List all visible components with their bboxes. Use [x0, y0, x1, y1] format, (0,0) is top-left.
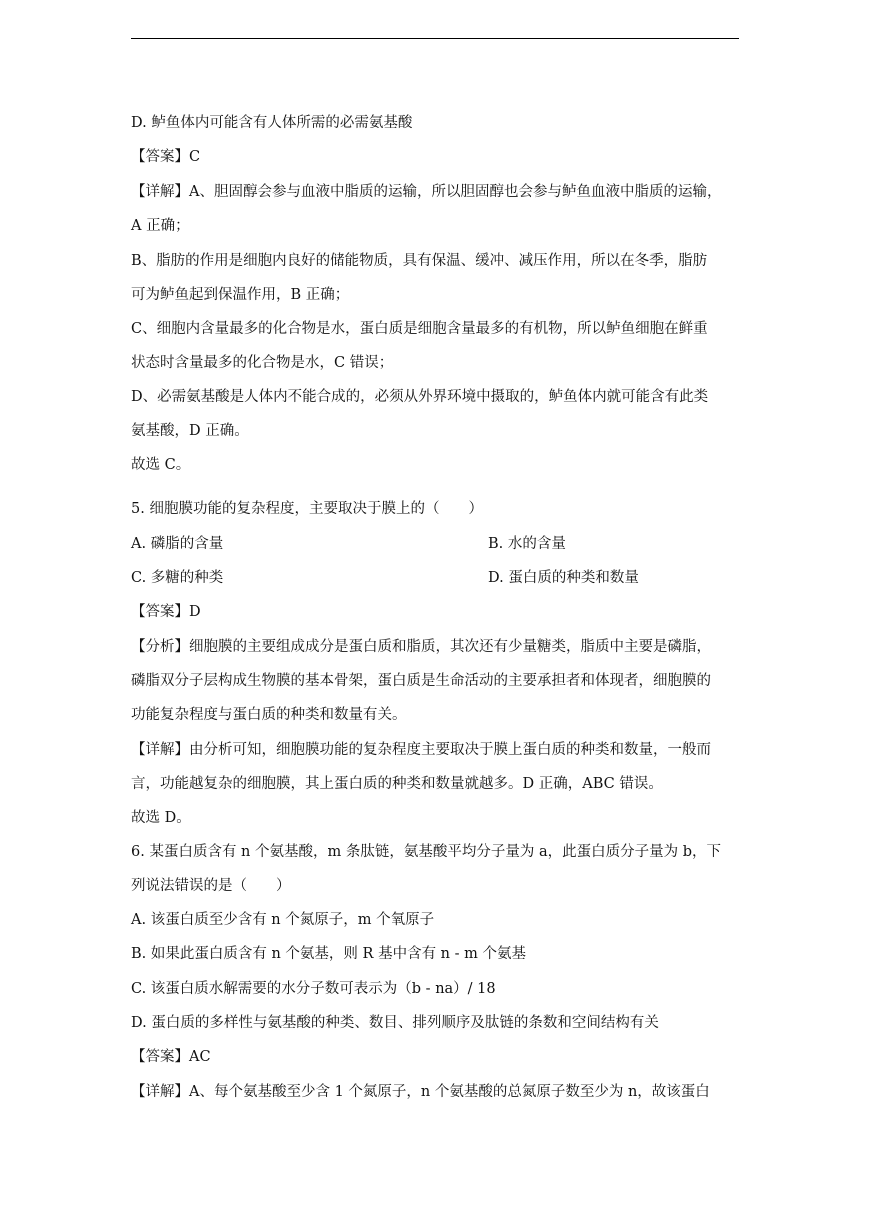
analysis-line: 磷脂双分子层构成生物膜的基本骨架，蛋白质是生命活动的主要承担者和体现者，细胞膜的: [131, 673, 711, 689]
explanation-line: 状态时含量最多的化合物是水，C 错误；: [131, 355, 394, 371]
analysis-line: 【分析】细胞膜的主要组成成分是蛋白质和脂质，其次还有少量糖类，脂质中主要是磷脂，: [131, 639, 711, 655]
explanation-line: B、脂肪的作用是细胞内良好的储能物质，具有保温、缓冲、减压作用，所以在冬季，脂肪: [131, 253, 708, 269]
question-5: 5. 细胞膜功能的复杂程度，主要取决于膜上的（ ）: [131, 501, 483, 517]
option-d-q5: D. 蛋白质的种类和数量: [488, 570, 639, 586]
explanation-line: 【详解】A、胆固醇会参与血液中脂质的运输，所以胆固醇也会参与鲈鱼血液中脂质的运输，: [131, 184, 722, 200]
explanation-line: A 正确；: [131, 218, 190, 234]
option-b-q5: B. 水的含量: [488, 536, 566, 552]
answer-q6: 【答案】AC: [131, 1049, 211, 1065]
option-d-q6: D. 蛋白质的多样性与氨基酸的种类、数目、排列顺序及肽链的条数和空间结构有关: [131, 1015, 659, 1031]
analysis-line: 功能复杂程度与蛋白质的种类和数量有关。: [131, 707, 407, 723]
conclusion-q5: 故选 D。: [131, 810, 191, 826]
option-c-q6: C. 该蛋白质水解需要的水分子数可表示为（b - na）/ 18: [131, 981, 496, 997]
option-a-q5: A. 磷脂的含量: [131, 536, 224, 552]
option-b-q6: B. 如果此蛋白质含有 n 个氨基，则 R 基中含有 n - m 个氨基: [131, 946, 526, 962]
answer-q4: 【答案】C: [131, 149, 201, 165]
explanation-line: 可为鲈鱼起到保温作用，B 正确；: [131, 287, 350, 303]
option-c-q5: C. 多糖的种类: [131, 570, 224, 586]
conclusion-q4: 故选 C。: [131, 457, 191, 473]
answer-q5: 【答案】D: [131, 604, 201, 620]
question-6: 6. 某蛋白质含有 n 个氨基酸，m 条肽链，氨基酸平均分子量为 a，此蛋白质分子量为 b，下: [131, 844, 722, 860]
question-6-cont: 列说法错误的是（ ）: [131, 878, 291, 894]
header-rule: [131, 38, 739, 39]
explanation-line: 【详解】由分析可知，细胞膜功能的复杂程度主要取决于膜上蛋白质的种类和数量，一般而: [131, 742, 711, 758]
explanation-line: C、细胞内含量最多的化合物是水，蛋白质是细胞含量最多的有机物，所以鲈鱼细胞在鲜重: [131, 321, 708, 337]
option-d-q4: D. 鲈鱼体内可能含有人体所需的必需氨基酸: [131, 115, 413, 131]
explanation-line: 【详解】A、每个氨基酸至少含 1 个氮原子，n 个氨基酸的总氮原子数至少为 n，故该蛋白: [131, 1084, 710, 1100]
explanation-line: 氨基酸，D 正确。: [131, 423, 249, 439]
option-a-q6: A. 该蛋白质至少含有 n 个氮原子，m 个氧原子: [131, 912, 435, 928]
explanation-line: D、必需氨基酸是人体内不能合成的，必须从外界环境中摄取的，鲈鱼体内就可能含有此类: [131, 389, 709, 405]
explanation-line: 言，功能越复杂的细胞膜，其上蛋白质的种类和数量就越多。D 正确，ABC 错误。: [131, 776, 663, 792]
